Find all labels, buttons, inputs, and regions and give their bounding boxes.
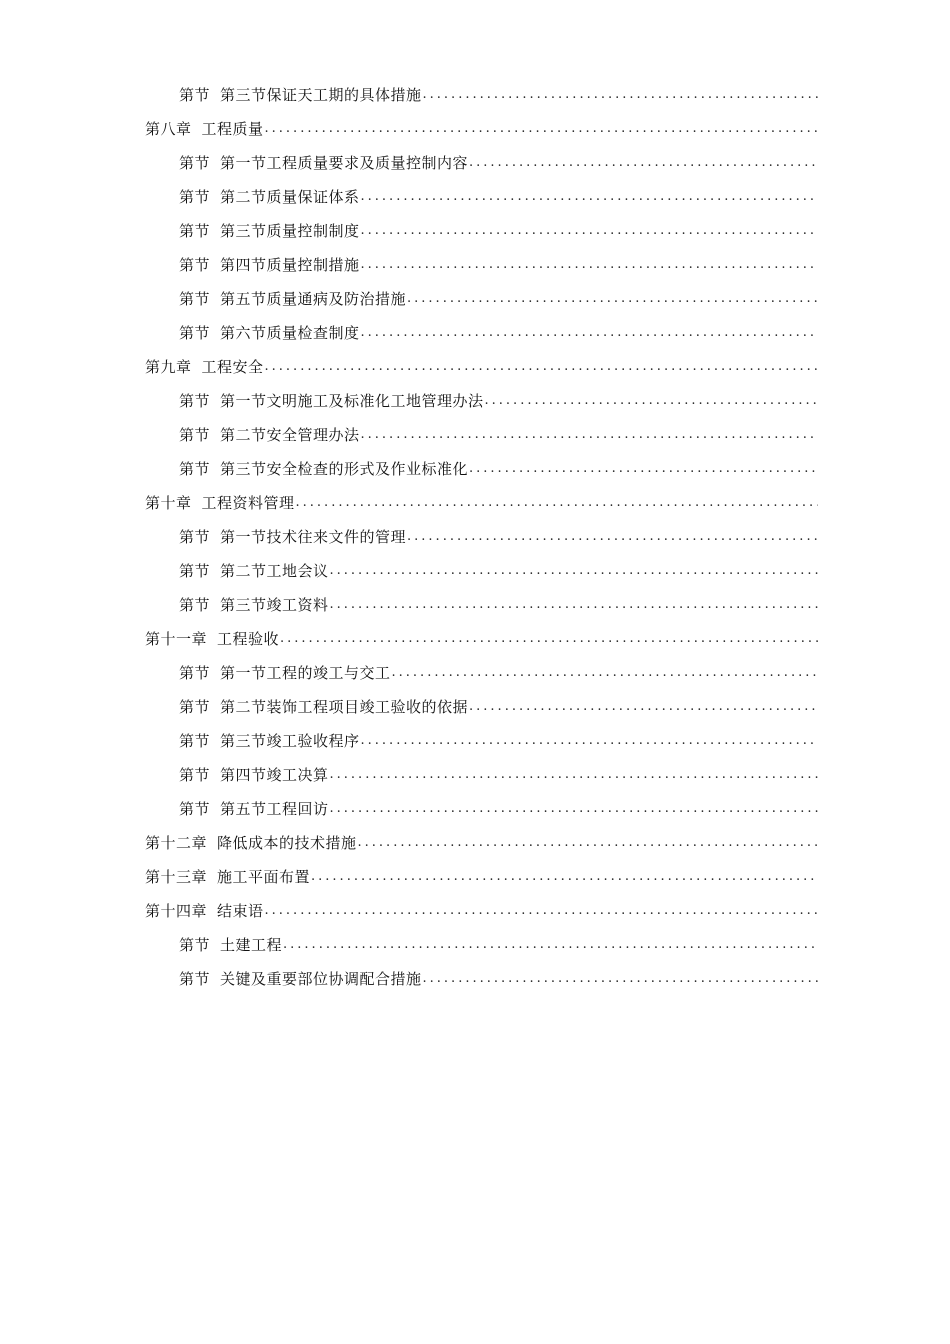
toc-dot-leader [358, 835, 818, 851]
toc-entry-prefix: 第十三章 [145, 867, 208, 886]
toc-entry[interactable] [0, 316, 950, 350]
toc-entry[interactable] [0, 180, 950, 214]
toc-dot-leader [407, 291, 818, 307]
toc-entry-prefix: 第节 [179, 459, 211, 478]
toc-entry-title: 第五节工程回访 [220, 799, 329, 818]
toc-entry[interactable] [0, 758, 950, 792]
toc-entry-title: 第二节工地会议 [220, 561, 329, 580]
toc-dot-leader [469, 699, 818, 715]
toc-entry-prefix: 第节 [179, 561, 211, 580]
toc-entry-title: 结束语 [217, 901, 264, 920]
toc-entry-title: 关键及重要部位协调配合措施 [220, 969, 422, 988]
toc-dot-leader [423, 971, 818, 987]
toc-entry-prefix: 第节 [179, 799, 211, 818]
toc-dot-leader [330, 563, 818, 579]
toc-dot-leader [407, 529, 818, 545]
toc-entry-prefix: 第节 [179, 323, 211, 342]
toc-entry-prefix: 第节 [179, 663, 211, 682]
toc-dot-leader [330, 767, 818, 783]
toc-entry-title: 第四节质量控制措施 [220, 255, 360, 274]
toc-entry-title: 工程资料管理 [201, 493, 295, 512]
toc-entry-title: 第二节质量保证体系 [220, 187, 360, 206]
toc-entry-title: 降低成本的技术措施 [217, 833, 357, 852]
toc-entry-title: 第一节工程质量要求及质量控制内容 [220, 153, 469, 172]
toc-entry[interactable] [0, 384, 950, 418]
toc-entry[interactable] [0, 452, 950, 486]
toc-entry-title: 第二节装饰工程项目竣工验收的依据 [220, 697, 469, 716]
toc-entry-title: 第一节文明施工及标准化工地管理办法 [220, 391, 484, 410]
toc-entry[interactable] [0, 214, 950, 248]
toc-entry[interactable] [0, 112, 950, 146]
toc-dot-leader [311, 869, 818, 885]
toc-dot-leader [265, 359, 818, 375]
toc-dot-leader [330, 801, 818, 817]
toc-dot-leader [423, 87, 818, 103]
toc-entry-prefix: 第节 [179, 255, 211, 274]
toc-entry[interactable] [0, 656, 950, 690]
toc-dot-leader [330, 597, 818, 613]
toc-entry-prefix: 第十一章 [145, 629, 208, 648]
toc-entry-title: 施工平面布置 [217, 867, 311, 886]
toc-entry-title: 第六节质量检查制度 [220, 323, 360, 342]
toc-entry-title: 第一节工程的竣工与交工 [220, 663, 391, 682]
toc-entry-prefix: 第节 [179, 969, 211, 988]
toc-entry[interactable] [0, 554, 950, 588]
toc-entry-title: 第三节保证天工期的具体措施 [220, 85, 422, 104]
table-of-contents [0, 78, 950, 996]
toc-entry-title: 工程安全 [201, 357, 264, 376]
toc-dot-leader [265, 121, 818, 137]
toc-entry-title: 第三节竣工资料 [220, 595, 329, 614]
toc-entry-prefix: 第九章 [145, 357, 192, 376]
toc-entry-title: 第四节竣工决算 [220, 765, 329, 784]
toc-entry-prefix: 第节 [179, 153, 211, 172]
toc-entry-title: 土建工程 [220, 935, 283, 954]
toc-entry-prefix: 第节 [179, 935, 211, 954]
toc-dot-leader [485, 393, 818, 409]
toc-entry-prefix: 第十章 [145, 493, 192, 512]
toc-entry[interactable] [0, 588, 950, 622]
toc-entry-title: 第五节质量通病及防治措施 [220, 289, 407, 308]
toc-dot-leader [469, 155, 818, 171]
toc-dot-leader [296, 495, 818, 511]
toc-entry-prefix: 第节 [179, 595, 211, 614]
toc-entry-prefix: 第节 [179, 221, 211, 240]
toc-entry-prefix: 第八章 [145, 119, 192, 138]
toc-entry[interactable] [0, 690, 950, 724]
toc-entry[interactable] [0, 792, 950, 826]
toc-entry-prefix: 第节 [179, 391, 211, 410]
toc-entry[interactable] [0, 486, 950, 520]
toc-entry[interactable] [0, 622, 950, 656]
toc-entry-prefix: 第节 [179, 731, 211, 750]
toc-entry-title: 工程质量 [201, 119, 264, 138]
toc-entry[interactable] [0, 418, 950, 452]
toc-entry[interactable] [0, 350, 950, 384]
toc-dot-leader [361, 325, 818, 341]
toc-entry-title: 第三节安全检查的形式及作业标准化 [220, 459, 469, 478]
toc-dot-leader [283, 937, 818, 953]
toc-entry[interactable] [0, 724, 950, 758]
toc-entry-prefix: 第节 [179, 425, 211, 444]
toc-dot-leader [265, 903, 818, 919]
toc-entry[interactable] [0, 248, 950, 282]
toc-entry[interactable] [0, 962, 950, 996]
toc-dot-leader [361, 223, 818, 239]
toc-entry-prefix: 第节 [179, 765, 211, 784]
toc-entry-prefix: 第节 [179, 697, 211, 716]
toc-entry-prefix: 第十四章 [145, 901, 208, 920]
toc-dot-leader [361, 733, 818, 749]
toc-entry[interactable] [0, 826, 950, 860]
toc-entry-prefix: 第节 [179, 289, 211, 308]
toc-entry-prefix: 第节 [179, 187, 211, 206]
toc-entry-prefix: 第节 [179, 85, 211, 104]
toc-entry-prefix: 第十二章 [145, 833, 208, 852]
toc-dot-leader [361, 189, 818, 205]
toc-entry-title: 工程验收 [217, 629, 280, 648]
toc-entry-title: 第一节技术往来文件的管理 [220, 527, 407, 546]
toc-entry[interactable] [0, 78, 950, 112]
toc-entry[interactable] [0, 282, 950, 316]
toc-entry[interactable] [0, 860, 950, 894]
toc-entry[interactable] [0, 928, 950, 962]
toc-entry[interactable] [0, 894, 950, 928]
toc-dot-leader [361, 427, 818, 443]
toc-dot-leader [280, 631, 818, 647]
toc-entry-prefix: 第节 [179, 527, 211, 546]
toc-dot-leader [392, 665, 818, 681]
toc-entry-title: 第三节竣工验收程序 [220, 731, 360, 750]
toc-dot-leader [469, 461, 818, 477]
toc-entry-title: 第三节质量控制制度 [220, 221, 360, 240]
toc-entry[interactable] [0, 146, 950, 180]
toc-entry-title: 第二节安全管理办法 [220, 425, 360, 444]
toc-entry[interactable] [0, 520, 950, 554]
toc-dot-leader [361, 257, 818, 273]
